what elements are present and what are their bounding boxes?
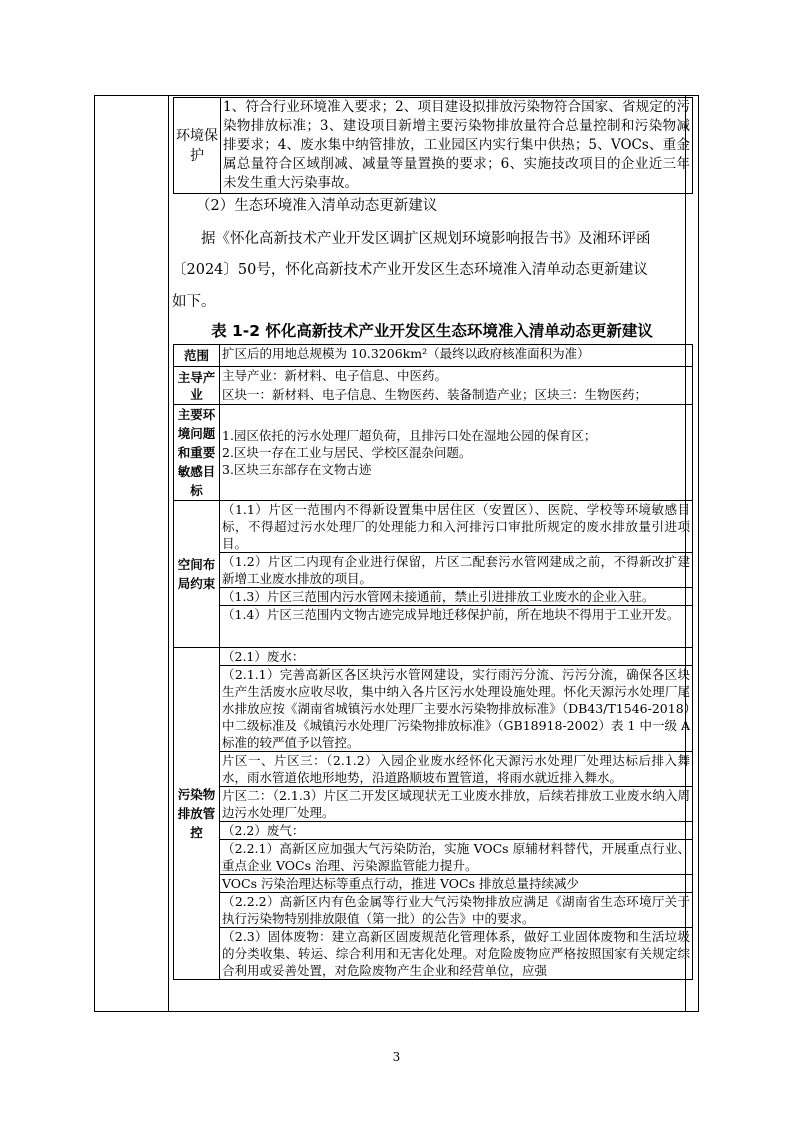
issues-cell — [220, 405, 693, 501]
table-caption: 表 1-2 怀化高新技术产业开发区生态环境准入清单动态更新建议 — [211, 322, 653, 340]
issue-line: 2.区块一存在工业与居民、学校区混杂问题。 — [222, 445, 472, 460]
scope-text: 扩区后的用地总规模为 10.3206km²（最终以政府核准面积为准） — [220, 345, 693, 367]
pollution-rule: （2.1.1）完善高新区各区块污水管网建设，实行雨污分流、污污分流，确保各区块生产生活废水应收尽收，集中纳入各片区污水处理设施处理。怀化天源污水处理厂尾水排放应按《湖南省城镇污水处理厂主要水污染物排放标准》（DB43/T1546-2018）中二级标准及《城镇污水处理厂污染物排放标准》（GB18918-2002）表 1 中一级 A 标准的较严值予以管控。 — [222, 667, 690, 750]
section-heading: （2）生态环境准入清单动态更新建议 — [196, 198, 438, 214]
industry-label: 主导产业 — [174, 367, 220, 405]
spatial-rule: （1.3）片区三范围内污水管网未接通前，禁止引进排放工业废水的企业入驻。 — [220, 588, 692, 606]
pollution-rule: （2.2.2）高新区内有色金属等行业大气污染物排放应满足《湖南省生态环境厅关于执行污染物特别排放限值（第一批）的公告》中的要求。 — [222, 894, 690, 926]
intro-line-2: 〔2024〕50号，怀化高新技术产业开发区生态环境准入清单动态更新建议 — [172, 262, 648, 278]
page-number: 3 — [392, 1050, 401, 1064]
pollution-rule: （2.3）固体废物：建立高新区固废规范化管理体系，做好工业固体废物和生活垃圾的分类收集、转运、综合利用和无害化处理。对危险废物应严格按照国家有关规定综合利用或妥善处置，对危险废物产生企业和经营单位，应强 — [222, 929, 690, 978]
issue-line: 3.区块三东部存在文物古迹 — [222, 462, 372, 477]
pollution-rule: 片区二：（2.1.3）片区二开发区域现状无工业废水排放，后续若排放工业废水纳入周边污水处理厂处理。 — [222, 788, 690, 820]
pollution-rule: （2.2）废气： — [220, 822, 692, 840]
spatial-rule: （1.2）片区二内现有企业进行保留，片区二配套污水管网建成之前，不得新改扩建新增工业废水排放的项目。 — [222, 554, 690, 586]
env-protection-text: 1、符合行业环境准入要求；2、项目建设拟排放污染物符合国家、省规定的污染物排放标准；3、建设项目新增主要污染物排放量符合总量控制和污染物减排要求；4、废水集中纳管排放，工业园区内实行集中供热；5、VOCs、重金属总量符合区域削减、减量等量置换的要求；6、实施技改项目的企业近三年未发生重大污染事故。 — [221, 98, 693, 194]
env-protection-table — [173, 97, 693, 194]
pollution-rule: （2.1）废水： — [220, 648, 692, 666]
spatial-rule: （1.4）片区三范围内文物古迹完成异地迁移保护前，所在地块不得用于工业开发。 — [222, 607, 680, 622]
issues-label: 主要环境问题和重要敏感目标 — [174, 405, 220, 501]
pollution-cell — [220, 648, 693, 980]
scope-label: 范围 — [174, 345, 220, 367]
eco-access-table — [173, 344, 693, 980]
pollution-label: 污染物排放管控 — [174, 648, 220, 980]
pollution-rule: 片区一、片区三：（2.1.2）入园企业废水经怀化天源污水处理厂处理达标后排入舞水，雨水管道依地形地势，沿道路顺坡布置管道，将雨水就近排入舞水。 — [222, 753, 690, 785]
intro-line-3: 如下。 — [172, 294, 216, 310]
intro-line-1: 据《怀化高新技术产业开发区调扩区规划环境影响报告书》及湘环评函 — [201, 231, 651, 247]
industry-cell — [220, 367, 693, 405]
pollution-rule: （2.2.1）高新区应加强大气污染防治，实施 VOCs 原辅材料替代，开展重点行业、重点企业 VOCs 治理、污染源监管能力提升。 — [222, 841, 690, 873]
issue-line: 1.园区依托的污水处理厂超负荷，且排污口处在湿地公园的保育区； — [222, 428, 597, 443]
industry-line: 区块一：新材料、电子信息、生物医药、装备制造产业；区块三：生物医药； — [222, 387, 648, 402]
spatial-cell — [220, 501, 693, 648]
spatial-rule: （1.1）片区一范围内不得新设置集中居住区（安置区）、医院、学校等环境敏感目标，不得超过污水处理厂的处理能力和入河排污口审批所规定的废水排放量引进项目。 — [222, 502, 690, 551]
frame-divider-left — [168, 96, 169, 1011]
spatial-label: 空间布局约束 — [174, 501, 220, 648]
industry-line: 主导产业：新材料、电子信息、中医药。 — [222, 368, 448, 383]
env-protection-label: 环境保护 — [174, 98, 221, 194]
pollution-rule: VOCs 污染治理达标等重点行动，推进 VOCs 排放总量持续减少 — [220, 875, 692, 893]
